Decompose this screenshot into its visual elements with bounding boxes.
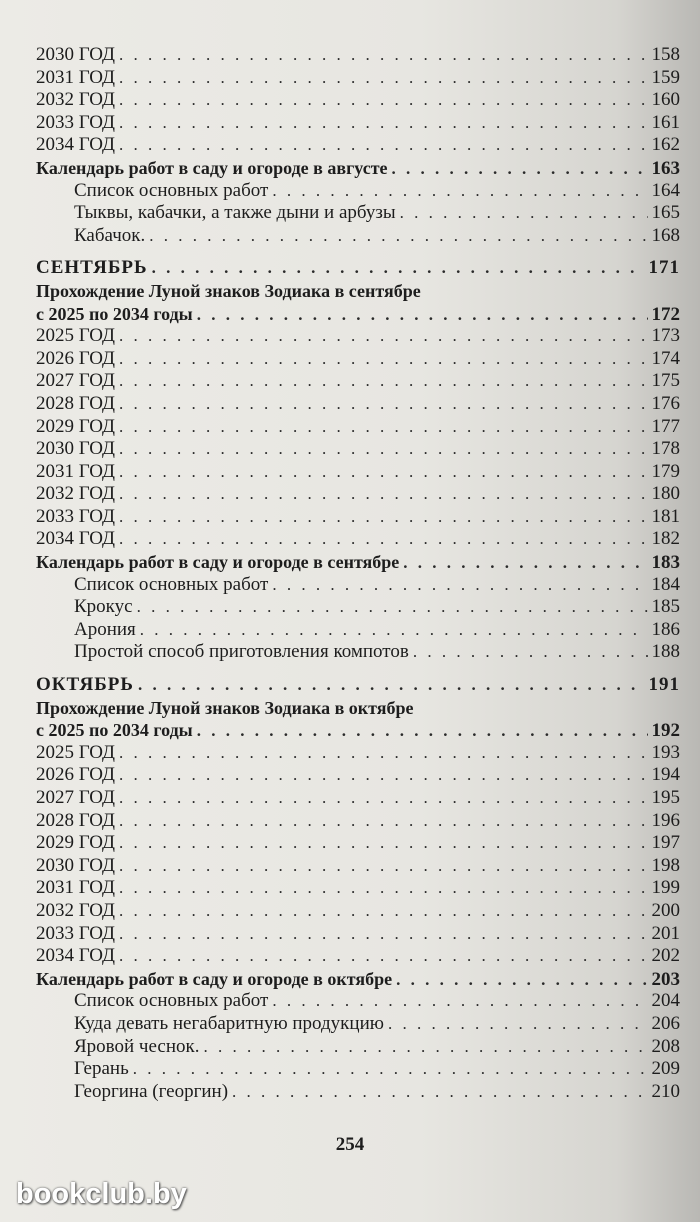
toc-entry-page: 181 bbox=[651, 505, 680, 527]
toc-entry bbox=[36, 1036, 680, 1059]
toc-entry bbox=[36, 596, 680, 619]
toc-entry-page: 197 bbox=[651, 832, 680, 854]
watermark: bookclub.by bbox=[16, 1178, 187, 1210]
toc-entry bbox=[36, 900, 680, 923]
toc-entry-page: 159 bbox=[651, 66, 680, 88]
toc-entry-title: 2032 ГОД bbox=[36, 899, 115, 921]
dot-leader bbox=[119, 134, 648, 157]
dot-leader bbox=[119, 370, 648, 393]
toc-entry-title: Простой способ приготовления компотов bbox=[74, 641, 409, 663]
dot-leader bbox=[388, 1013, 648, 1036]
dot-leader bbox=[119, 438, 648, 461]
toc-entry bbox=[36, 438, 680, 461]
dot-leader bbox=[149, 225, 647, 248]
toc-entry-title: СЕНТЯБРЬ bbox=[36, 257, 148, 279]
page-number: 254 bbox=[335, 1134, 365, 1155]
toc-entry-page: 158 bbox=[651, 44, 680, 65]
toc-entry-title: 2027 ГОД bbox=[36, 370, 115, 392]
toc-entry-title: 2034 ГОД bbox=[36, 134, 115, 156]
toc-entry-title: 2029 ГОД bbox=[36, 415, 115, 437]
dot-leader bbox=[152, 257, 645, 280]
toc-entry-page: 194 bbox=[651, 764, 680, 786]
toc-entry-title: Яровой чеснок. bbox=[74, 1035, 200, 1057]
toc-entry bbox=[36, 742, 680, 765]
toc-entry-page: 186 bbox=[651, 618, 680, 640]
dot-leader bbox=[272, 180, 647, 203]
toc-entry-title: Арония bbox=[74, 618, 136, 640]
toc-entry-title: 2026 ГОД bbox=[36, 347, 115, 369]
toc-entry bbox=[36, 619, 680, 642]
toc-entry-title-line: Прохождение Луной знаков Зодиака в сентябре bbox=[36, 280, 421, 301]
toc-entry bbox=[36, 225, 680, 248]
toc-entry-title-line: Прохождение Луной знаков Зодиака в октябре bbox=[36, 697, 414, 718]
toc-entry-page: 198 bbox=[651, 854, 680, 876]
dot-leader bbox=[119, 832, 648, 855]
dot-leader bbox=[119, 855, 648, 878]
toc-entry bbox=[36, 832, 680, 855]
toc-entry-title: 2034 ГОД bbox=[36, 945, 115, 967]
dot-leader bbox=[197, 720, 648, 743]
dot-leader bbox=[119, 393, 648, 416]
toc-entry bbox=[36, 89, 680, 112]
toc-entry bbox=[36, 923, 680, 946]
toc-entry bbox=[36, 764, 680, 787]
dot-leader bbox=[119, 461, 648, 484]
section-gap bbox=[36, 664, 680, 674]
toc-entry bbox=[36, 1013, 680, 1036]
toc-entry-page: 206 bbox=[651, 1012, 680, 1034]
toc-entry-page: 165 bbox=[651, 202, 680, 224]
toc-entry-title: 2032 ГОД bbox=[36, 89, 115, 111]
dot-leader bbox=[396, 969, 647, 992]
toc-entry-title: 2031 ГОД bbox=[36, 877, 115, 899]
toc-entry-page: 162 bbox=[651, 134, 680, 156]
dot-leader bbox=[119, 742, 648, 765]
toc-entry-title: 2030 ГОД bbox=[36, 438, 115, 460]
toc-entry-page: 208 bbox=[651, 1035, 680, 1057]
toc-entry bbox=[36, 461, 680, 484]
dot-leader bbox=[119, 923, 648, 946]
table-of-contents bbox=[36, 44, 680, 1103]
toc-entry-page: 174 bbox=[651, 347, 680, 369]
toc-entry bbox=[36, 416, 680, 439]
dot-leader bbox=[137, 596, 648, 619]
toc-entry bbox=[36, 787, 680, 810]
toc-entry-title: 2025 ГОД bbox=[36, 325, 115, 347]
toc-entry-page: 192 bbox=[651, 720, 680, 742]
toc-entry-page: 161 bbox=[651, 111, 680, 133]
dot-leader bbox=[400, 202, 648, 225]
toc-entry-page: 202 bbox=[651, 945, 680, 967]
toc-entry bbox=[36, 202, 680, 225]
toc-entry-title: Куда девать негабаритную продукцию bbox=[74, 1012, 384, 1034]
toc-entry-page: 203 bbox=[651, 968, 680, 990]
toc-entry-page: 178 bbox=[651, 438, 680, 460]
dot-leader bbox=[133, 1058, 648, 1081]
toc-entry-title: 2027 ГОД bbox=[36, 787, 115, 808]
toc-entry-page: 179 bbox=[651, 460, 680, 482]
dot-leader bbox=[140, 619, 648, 642]
toc-entry bbox=[36, 483, 680, 506]
toc-entry-page: 184 bbox=[651, 573, 680, 595]
toc-entry-title: 2031 ГОД bbox=[36, 460, 115, 482]
toc-entry-page: 180 bbox=[651, 483, 680, 505]
toc-entry bbox=[36, 641, 680, 664]
toc-entry bbox=[36, 370, 680, 393]
toc-entry-title: Список основных работ bbox=[74, 573, 269, 595]
toc-entry-page: 209 bbox=[651, 1058, 680, 1080]
toc-entry-title: ОКТЯБРЬ bbox=[36, 674, 134, 696]
toc-entry-title: 2032 ГОД bbox=[36, 483, 115, 505]
toc-entry bbox=[36, 719, 680, 742]
dot-leader bbox=[413, 641, 648, 664]
toc-entry-page: 168 bbox=[651, 224, 680, 246]
dot-leader bbox=[119, 900, 648, 923]
toc-entry-page: 201 bbox=[651, 922, 680, 944]
toc-entry bbox=[36, 67, 680, 90]
toc-entry-title: Календарь работ в саду и огороде в октябре bbox=[36, 968, 393, 989]
toc-entry-title: 2033 ГОД bbox=[36, 922, 115, 944]
dot-leader bbox=[119, 416, 648, 439]
toc-section-heading bbox=[36, 257, 680, 280]
toc-entry-title: Кабачок. bbox=[74, 224, 146, 246]
toc-entry-title: 2031 ГОД bbox=[36, 66, 115, 88]
section-gap bbox=[36, 247, 680, 257]
toc-entry-title: Георгина (георгин) bbox=[74, 1080, 229, 1102]
toc-entry-title: Календарь работ в саду и огороде в августе bbox=[36, 157, 388, 178]
toc-entry bbox=[36, 348, 680, 371]
toc-entry-title: 2030 ГОД bbox=[36, 44, 115, 65]
toc-entry bbox=[36, 303, 680, 326]
toc-entry-page: 175 bbox=[651, 370, 680, 392]
dot-leader bbox=[138, 674, 645, 697]
dot-leader bbox=[119, 528, 648, 551]
toc-entry-page: 183 bbox=[651, 552, 680, 574]
toc-entry-page: 182 bbox=[651, 528, 680, 550]
dot-leader bbox=[119, 44, 648, 67]
toc-entry bbox=[36, 810, 680, 833]
toc-entry bbox=[36, 945, 680, 968]
toc-entry-title: Герань bbox=[74, 1058, 129, 1080]
dot-leader bbox=[119, 348, 648, 371]
toc-entry bbox=[36, 325, 680, 348]
dot-leader bbox=[119, 945, 648, 968]
dot-leader bbox=[232, 1081, 647, 1104]
toc-entry-page: 204 bbox=[651, 990, 680, 1012]
toc-entry-title: 2028 ГОД bbox=[36, 392, 115, 414]
toc-entry-title: 2029 ГОД bbox=[36, 832, 115, 854]
toc-entry bbox=[36, 1081, 680, 1104]
dot-leader bbox=[119, 506, 648, 529]
toc-entry-page: 200 bbox=[651, 899, 680, 921]
toc-entry-page: 196 bbox=[651, 809, 680, 831]
toc-entry-title: 2033 ГОД bbox=[36, 111, 115, 133]
toc-entry-page: 185 bbox=[651, 596, 680, 618]
toc-entry bbox=[36, 1058, 680, 1081]
toc-entry-page: 173 bbox=[651, 325, 680, 347]
toc-entry-page: 177 bbox=[651, 415, 680, 437]
toc-entry bbox=[36, 112, 680, 135]
toc-entry-page: 176 bbox=[651, 392, 680, 414]
toc-entry bbox=[36, 44, 680, 67]
toc-entry-page: 191 bbox=[648, 674, 680, 696]
toc-entry-page: 195 bbox=[651, 787, 680, 808]
toc-entry-title: Список основных работ bbox=[74, 990, 269, 1012]
toc-entry-title: с 2025 по 2034 годы bbox=[36, 720, 193, 741]
toc-entry-page: 193 bbox=[651, 741, 680, 763]
toc-entry-title: с 2025 по 2034 годы bbox=[36, 303, 193, 324]
toc-entry-page: 164 bbox=[651, 179, 680, 201]
dot-leader bbox=[119, 810, 648, 833]
toc-entry bbox=[36, 877, 680, 900]
toc-entry-page: 172 bbox=[651, 303, 680, 325]
toc-entry-title: 2034 ГОД bbox=[36, 528, 115, 550]
toc-entry-page: 160 bbox=[651, 89, 680, 111]
dot-leader bbox=[197, 304, 648, 327]
toc-entry-title: Крокус bbox=[74, 596, 133, 618]
dot-leader bbox=[119, 89, 648, 112]
toc-entry bbox=[36, 180, 680, 203]
toc-entry-title: 2030 ГОД bbox=[36, 854, 115, 876]
toc-entry bbox=[36, 157, 680, 180]
toc-section-heading bbox=[36, 674, 680, 697]
dot-leader bbox=[203, 1036, 647, 1059]
toc-entry bbox=[36, 506, 680, 529]
toc-entry-page: 199 bbox=[651, 877, 680, 899]
dot-leader bbox=[119, 787, 648, 810]
toc-entry bbox=[36, 393, 680, 416]
toc-entry bbox=[36, 855, 680, 878]
toc-entry bbox=[36, 574, 680, 597]
toc-entry bbox=[36, 551, 680, 574]
toc-entry-page: 163 bbox=[651, 157, 680, 179]
toc-entry-page: 210 bbox=[651, 1080, 680, 1102]
dot-leader bbox=[119, 325, 648, 348]
dot-leader bbox=[403, 552, 647, 575]
dot-leader bbox=[119, 483, 648, 506]
dot-leader bbox=[119, 67, 648, 90]
toc-entry-page: 171 bbox=[648, 257, 680, 279]
toc-entry bbox=[36, 134, 680, 157]
toc-entry-page: 188 bbox=[651, 641, 680, 663]
toc-entry-title: Тыквы, кабачки, а также дыни и арбузы bbox=[74, 202, 396, 224]
toc-entry-title: 2028 ГОД bbox=[36, 809, 115, 831]
dot-leader bbox=[119, 764, 648, 787]
toc-entry-title: Календарь работ в саду и огороде в сентябре bbox=[36, 552, 400, 573]
toc-entry bbox=[36, 990, 680, 1013]
dot-leader bbox=[272, 574, 647, 597]
dot-leader bbox=[272, 990, 647, 1013]
toc-entry-title: 2025 ГОД bbox=[36, 741, 115, 763]
toc-entry bbox=[36, 968, 680, 991]
toc-entry bbox=[36, 528, 680, 551]
dot-leader bbox=[119, 877, 648, 900]
toc-entry-title: Список основных работ bbox=[74, 179, 269, 201]
dot-leader bbox=[119, 112, 648, 135]
dot-leader bbox=[392, 158, 648, 181]
toc-entry-title: 2026 ГОД bbox=[36, 764, 115, 786]
toc-entry-title: 2033 ГОД bbox=[36, 505, 115, 527]
